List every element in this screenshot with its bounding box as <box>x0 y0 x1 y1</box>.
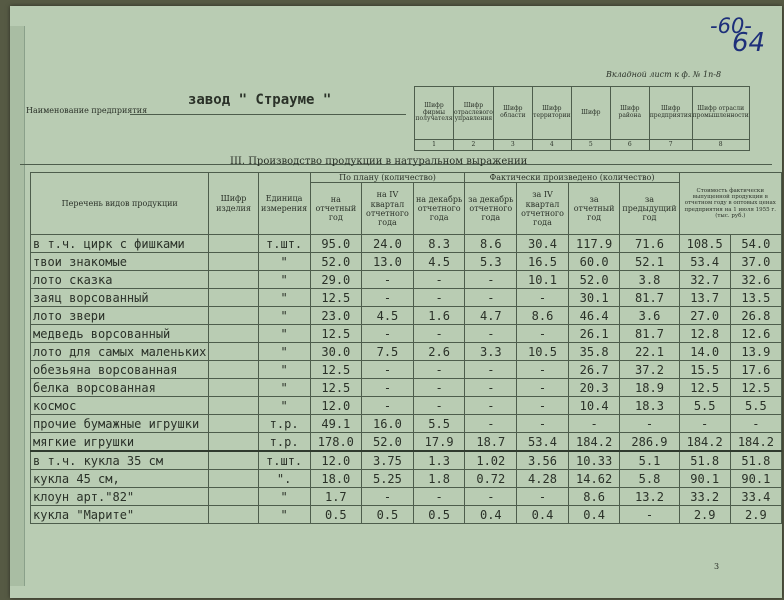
product-code <box>209 397 258 415</box>
code-number: 4 <box>532 140 571 151</box>
product-name: лото сказка <box>31 271 209 289</box>
value-cell: 90.1 <box>679 470 730 488</box>
value-cell: 5.5 <box>679 397 730 415</box>
value-cell: 12.0 <box>310 397 362 415</box>
product-unit: " <box>258 307 310 325</box>
value-cell: - <box>620 506 679 524</box>
product-unit: " <box>258 325 310 343</box>
value-cell: 32.7 <box>679 271 730 289</box>
table-body <box>31 235 782 524</box>
value-cell: - <box>517 361 569 379</box>
value-cell: 3.6 <box>620 307 679 325</box>
value-cell: 184.2 <box>568 433 620 452</box>
product-unit: " <box>258 289 310 307</box>
code-number: 1 <box>415 140 454 151</box>
product-name: кукла "Марите" <box>31 506 209 524</box>
product-name: лото звери <box>31 307 209 325</box>
value-cell: 3.56 <box>517 451 569 470</box>
value-cell: 12.8 <box>679 325 730 343</box>
product-name: твои знакомые <box>31 253 209 271</box>
value-cell: 13.9 <box>730 343 781 361</box>
value-cell: 4.5 <box>362 307 414 325</box>
col-plan-q4: на IV квартал отчетного года <box>362 183 414 235</box>
insert-label: Вкладной лист к ф. № 1п-8 <box>606 70 722 79</box>
product-code <box>209 271 258 289</box>
value-cell: 184.2 <box>679 433 730 452</box>
product-name: обезьяна ворсованная <box>31 361 209 379</box>
table-row <box>31 451 782 470</box>
product-code <box>209 253 258 271</box>
value-cell: 4.7 <box>465 307 517 325</box>
value-cell: 37.0 <box>730 253 781 271</box>
code-header: Шифр предприятия <box>649 87 692 140</box>
col-value: Стоимость фактически выпущенной продукции в отчетном году в оптовых ценах предприятия на 1 июля 1955 г. (тыс. руб.) <box>679 173 781 235</box>
value-cell: 1.7 <box>310 488 362 506</box>
value-cell: 33.2 <box>679 488 730 506</box>
product-unit: " <box>258 361 310 379</box>
table-row <box>31 379 782 397</box>
value-cell: - <box>620 415 679 433</box>
product-code <box>209 361 258 379</box>
code-number: 6 <box>610 140 649 151</box>
col-fact-year: за отчетный год <box>568 183 620 235</box>
code-header: Шифр территории <box>532 87 571 140</box>
product-unit: " <box>258 343 310 361</box>
value-cell: 26.8 <box>730 307 781 325</box>
value-cell: - <box>362 289 414 307</box>
code-number: 3 <box>493 140 532 151</box>
value-cell: - <box>465 397 517 415</box>
value-cell: 53.4 <box>517 433 569 452</box>
value-cell: 2.9 <box>730 506 781 524</box>
value-cell: 5.8 <box>620 470 679 488</box>
value-cell: 10.1 <box>517 271 569 289</box>
code-header: Шифр <box>571 87 610 140</box>
value-cell: - <box>465 488 517 506</box>
value-cell: 18.7 <box>465 433 517 452</box>
value-cell: 16.0 <box>362 415 414 433</box>
value-cell: 13.0 <box>362 253 414 271</box>
product-unit: ". <box>258 470 310 488</box>
product-unit: " <box>258 271 310 289</box>
table-row <box>31 415 782 433</box>
value-cell: 14.62 <box>568 470 620 488</box>
value-cell: 2.6 <box>413 343 465 361</box>
value-cell: 12.5 <box>310 325 362 343</box>
value-cell: 51.8 <box>679 451 730 470</box>
value-cell: 4.5 <box>413 253 465 271</box>
table-row <box>31 325 782 343</box>
value-cell: 1.8 <box>413 470 465 488</box>
value-cell: 32.6 <box>730 271 781 289</box>
code-header: Шифр фирмы получателя <box>415 87 454 140</box>
product-code <box>209 289 258 307</box>
code-number: 2 <box>454 140 494 151</box>
value-cell: - <box>413 271 465 289</box>
value-cell: 0.5 <box>362 506 414 524</box>
code-header: Шифр отрасли промышленности <box>692 87 749 140</box>
value-cell: 0.72 <box>465 470 517 488</box>
code-number: 7 <box>649 140 692 151</box>
value-cell: 90.1 <box>730 470 781 488</box>
value-cell: 51.8 <box>730 451 781 470</box>
page-number: 64 <box>732 28 766 58</box>
value-cell: 0.4 <box>568 506 620 524</box>
value-cell: - <box>517 397 569 415</box>
value-cell: 18.9 <box>620 379 679 397</box>
value-cell: 26.7 <box>568 361 620 379</box>
value-cell: - <box>465 361 517 379</box>
value-cell: 52.1 <box>620 253 679 271</box>
table-row <box>31 307 782 325</box>
value-cell: 53.4 <box>679 253 730 271</box>
product-code <box>209 451 258 470</box>
code-header: Шифр отраслевого управления <box>454 87 494 140</box>
col-unit: Единица измерения <box>258 173 310 235</box>
value-cell: 16.5 <box>517 253 569 271</box>
product-unit: " <box>258 506 310 524</box>
value-cell: 8.6 <box>517 307 569 325</box>
table-row <box>31 235 782 253</box>
code-header: Шифр области <box>493 87 532 140</box>
value-cell: 108.5 <box>679 235 730 253</box>
value-cell: 52.0 <box>568 271 620 289</box>
section-title: III. Производство продукции в натуральном выражении <box>230 156 528 167</box>
product-unit: " <box>258 397 310 415</box>
value-cell: - <box>362 271 414 289</box>
value-cell: 0.5 <box>413 506 465 524</box>
value-cell: 13.5 <box>730 289 781 307</box>
value-cell: 81.7 <box>620 289 679 307</box>
value-cell: 52.0 <box>310 253 362 271</box>
value-cell: 95.0 <box>310 235 362 253</box>
product-unit: т.р. <box>258 415 310 433</box>
value-cell: 5.25 <box>362 470 414 488</box>
col-fact-prev: за предыдущий год <box>620 183 679 235</box>
value-cell: 8.3 <box>413 235 465 253</box>
product-name: заяц ворсованный <box>31 289 209 307</box>
value-cell: - <box>465 379 517 397</box>
value-cell: 29.0 <box>310 271 362 289</box>
product-code <box>209 307 258 325</box>
value-cell: 26.1 <box>568 325 620 343</box>
value-cell: - <box>413 488 465 506</box>
value-cell: 30.0 <box>310 343 362 361</box>
table-row <box>31 488 782 506</box>
product-name: космос <box>31 397 209 415</box>
value-cell: 3.3 <box>465 343 517 361</box>
value-cell: 49.1 <box>310 415 362 433</box>
value-cell: 2.9 <box>679 506 730 524</box>
value-cell: - <box>362 325 414 343</box>
code-number: 8 <box>692 140 749 151</box>
page-number-mark: -60- <box>710 14 752 38</box>
value-cell: - <box>413 397 465 415</box>
value-cell: 1.6 <box>413 307 465 325</box>
value-cell: 5.1 <box>620 451 679 470</box>
product-name: белка ворсованная <box>31 379 209 397</box>
value-cell: - <box>413 289 465 307</box>
value-cell: 15.5 <box>679 361 730 379</box>
value-cell: 23.0 <box>310 307 362 325</box>
production-table <box>30 172 782 524</box>
value-cell: 3.75 <box>362 451 414 470</box>
product-code <box>209 488 258 506</box>
value-cell: 18.3 <box>620 397 679 415</box>
col-code: Шифр изделия <box>209 173 258 235</box>
value-cell: - <box>362 379 414 397</box>
product-code <box>209 470 258 488</box>
value-cell: 0.4 <box>465 506 517 524</box>
table-row <box>31 271 782 289</box>
value-cell: - <box>465 271 517 289</box>
value-cell: - <box>362 361 414 379</box>
table-row <box>31 289 782 307</box>
value-cell: 1.02 <box>465 451 517 470</box>
value-cell: 7.5 <box>362 343 414 361</box>
document-page <box>10 6 782 598</box>
value-cell: 20.3 <box>568 379 620 397</box>
value-cell: 3.8 <box>620 271 679 289</box>
table-row <box>31 361 782 379</box>
value-cell: - <box>517 325 569 343</box>
value-cell: - <box>517 415 569 433</box>
product-code <box>209 433 258 452</box>
value-cell: 286.9 <box>620 433 679 452</box>
value-cell: 8.6 <box>568 488 620 506</box>
product-code <box>209 506 258 524</box>
product-name: медведь ворсованный <box>31 325 209 343</box>
value-cell: 12.0 <box>310 451 362 470</box>
value-cell: 12.5 <box>730 379 781 397</box>
value-cell: 5.5 <box>730 397 781 415</box>
value-cell: 5.3 <box>465 253 517 271</box>
value-cell: 37.2 <box>620 361 679 379</box>
product-name: в т.ч. цирк с фишками <box>31 235 209 253</box>
value-cell: 4.28 <box>517 470 569 488</box>
value-cell: 33.4 <box>730 488 781 506</box>
enterprise-underline <box>130 114 406 115</box>
table-row <box>31 253 782 271</box>
sheet-number: 3 <box>714 562 720 571</box>
table-row <box>31 397 782 415</box>
table-row <box>31 470 782 488</box>
product-code <box>209 415 258 433</box>
value-cell: 5.5 <box>413 415 465 433</box>
product-unit: т.шт. <box>258 451 310 470</box>
product-unit: " <box>258 379 310 397</box>
product-name: мягкие игрушки <box>31 433 209 452</box>
value-cell: - <box>465 325 517 343</box>
col-plan-dec: на декабрь отчетного года <box>413 183 465 235</box>
value-cell: 12.5 <box>679 379 730 397</box>
col-product: Перечень видов продукции <box>31 173 209 235</box>
value-cell: - <box>679 415 730 433</box>
value-cell: 30.4 <box>517 235 569 253</box>
value-cell: - <box>517 289 569 307</box>
value-cell: 12.6 <box>730 325 781 343</box>
value-cell: 12.5 <box>310 379 362 397</box>
product-unit: " <box>258 253 310 271</box>
product-unit: " <box>258 488 310 506</box>
product-name: кукла 45 см, <box>31 470 209 488</box>
value-cell: 17.9 <box>413 433 465 452</box>
value-cell: 35.8 <box>568 343 620 361</box>
value-cell: - <box>517 379 569 397</box>
value-cell: 1.3 <box>413 451 465 470</box>
product-unit: т.шт. <box>258 235 310 253</box>
col-fact-dec: за декабрь отчетного года <box>465 183 517 235</box>
code-number: 5 <box>571 140 610 151</box>
code-header: Шифр района <box>610 87 649 140</box>
value-cell: - <box>517 488 569 506</box>
value-cell: 52.0 <box>362 433 414 452</box>
value-cell: 10.33 <box>568 451 620 470</box>
value-cell: 71.6 <box>620 235 679 253</box>
value-cell: 22.1 <box>620 343 679 361</box>
col-plan-year: на отчетный год <box>310 183 362 235</box>
value-cell: 14.0 <box>679 343 730 361</box>
value-cell: 184.2 <box>730 433 781 452</box>
value-cell: 10.4 <box>568 397 620 415</box>
value-cell: 54.0 <box>730 235 781 253</box>
value-cell: 12.5 <box>310 289 362 307</box>
product-unit: т.р. <box>258 433 310 452</box>
product-code <box>209 379 258 397</box>
binding-edge <box>10 26 25 586</box>
product-name: лото для самых маленьких <box>31 343 209 361</box>
table-row <box>31 343 782 361</box>
value-cell: - <box>465 289 517 307</box>
value-cell: - <box>568 415 620 433</box>
product-name: в т.ч. кукла 35 см <box>31 451 209 470</box>
value-cell: 12.5 <box>310 361 362 379</box>
value-cell: 60.0 <box>568 253 620 271</box>
value-cell: 10.5 <box>517 343 569 361</box>
enterprise-label: Наименование предприятия <box>26 106 148 115</box>
product-code <box>209 343 258 361</box>
value-cell: - <box>413 325 465 343</box>
value-cell: 117.9 <box>568 235 620 253</box>
product-name: прочие бумажные игрушки <box>31 415 209 433</box>
value-cell: - <box>362 488 414 506</box>
value-cell: - <box>465 415 517 433</box>
product-name: клоун арт."82" <box>31 488 209 506</box>
value-cell: 27.0 <box>679 307 730 325</box>
value-cell: 178.0 <box>310 433 362 452</box>
col-fact-q4: за IV квартал отчетного года <box>517 183 569 235</box>
table-row <box>31 433 782 452</box>
table-row <box>31 506 782 524</box>
value-cell: - <box>413 379 465 397</box>
value-cell: - <box>362 397 414 415</box>
product-code <box>209 325 258 343</box>
value-cell: 18.0 <box>310 470 362 488</box>
value-cell: - <box>413 361 465 379</box>
value-cell: 0.5 <box>310 506 362 524</box>
value-cell: 17.6 <box>730 361 781 379</box>
value-cell: 24.0 <box>362 235 414 253</box>
codes-table <box>414 86 750 151</box>
value-cell: 30.1 <box>568 289 620 307</box>
value-cell: 81.7 <box>620 325 679 343</box>
value-cell: 0.4 <box>517 506 569 524</box>
value-cell: 8.6 <box>465 235 517 253</box>
col-plan-group: По плану (количество) <box>310 173 465 183</box>
col-fact-group: Фактически произведено (количество) <box>465 173 679 183</box>
value-cell: 13.7 <box>679 289 730 307</box>
value-cell: 46.4 <box>568 307 620 325</box>
value-cell: - <box>730 415 781 433</box>
value-cell: 13.2 <box>620 488 679 506</box>
enterprise-name: завод " Страуме " <box>188 92 332 108</box>
product-code <box>209 235 258 253</box>
